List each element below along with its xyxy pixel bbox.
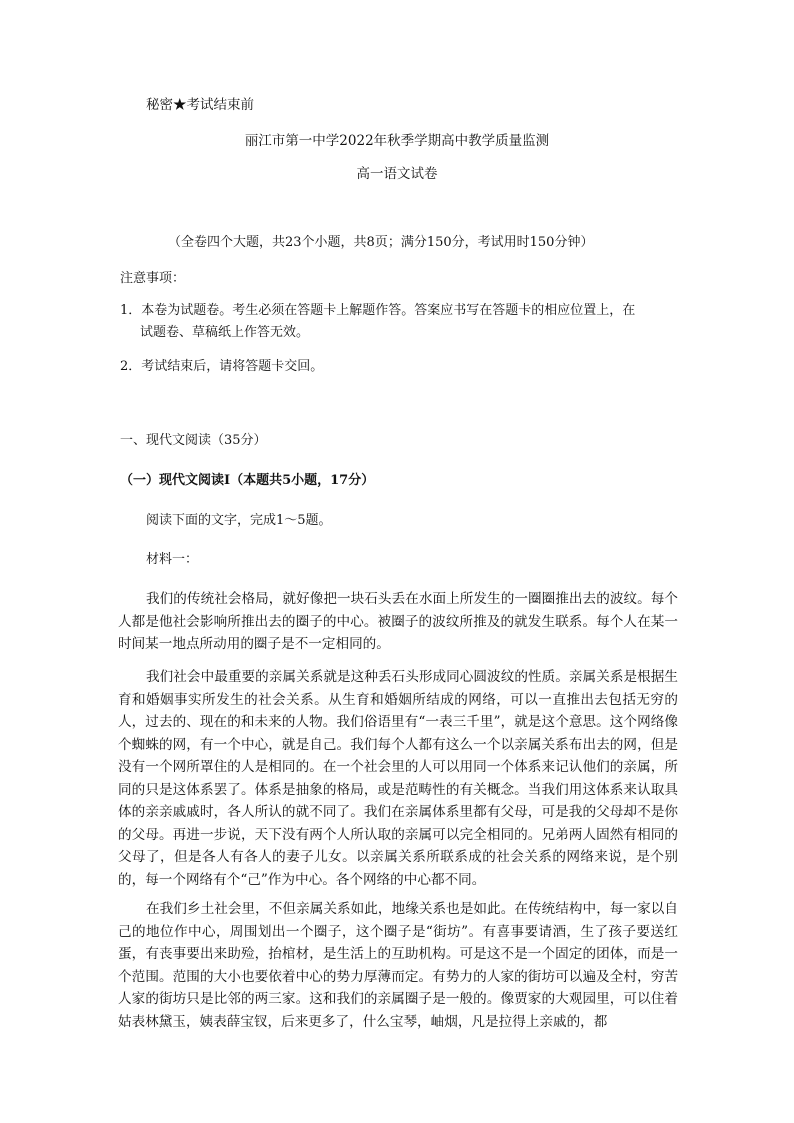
subsection-heading: （一）现代文阅读Ⅰ（本题共5小题，17分） (120, 473, 375, 488)
exam-info: （全卷四个大题，共23个小题，共8页；满分150分，考试用时150分钟） (168, 235, 594, 250)
passage-paragraph-3: 在我们乡土社会里，不但亲属关系如此，地缘关系也是如此。在传统结构中，每一家以自己的地位作中心，周围划出一个圈子，这个圈子是“街坊”。有喜事要请酒，生了孩子要送红蛋，有丧事要出来助殓，抬棺材，是生活上的互助机构。可是这不是一个固定的团体，而是一个范围。范围的大小也要依着中心的势力厚薄而定。有势力的人家的街坊可以遍及全村，穷苦人家的街坊只是比邻的两三家。这和我们的亲属圈子是一般的。像贾家的大观园里，可以住着姑表林黛玉，姨表薛宝钗，后来更多了，什么宝琴，岫烟，凡是拉得上亲戚的，都 (118, 901, 678, 1030)
notice-item-2: 2．考试结束后，请将答题卡交回。 (120, 359, 324, 374)
notice-item-1-continued: 试题卷、草稿纸上作答无效。 (140, 325, 310, 340)
passage-paragraph-2: 我们社会中最重要的亲属关系就是这种丢石头形成同心圆波纹的性质。亲属关系是根据生育和婚姻事实所发生的社会关系。从生育和婚姻所结成的网络，可以一直推出去包括无穷的人，过去的、现在的和未来的人物。我们俗语里有“一表三千里”，就是这个意思。这个网络像个蜘蛛的网，有一个中心，就是自己。我们每个人都有这么一个以亲属关系布出去的网，但是没有一个网所罩住的人是相同的。在一个社会里的人可以用同一个体系来记认他们的亲属，所同的只是这体系罢了。体系是抽象的格局，或是范畴性的有关概念。当我们用这体系来认取具体的亲亲戚戚时，各人所认的就不同了。我们在亲属体系里都有父母，可是我的父母却不是你的父母。再进一步说，天下没有两个人所认取的亲属可以完全相同的。兄弟两人固然有相同的父母了，但是各人有各人的妻子儿女。以亲属关系所联系成的社会关系的网络来说，是个别的，每一个网络有个“己”作为中心。各个网络的中心都不同。 (118, 669, 678, 888)
notice-heading: 注意事项： (120, 271, 186, 286)
confidential-label: 秘密★考试结束前 (146, 97, 254, 113)
section-heading: 一、现代文阅读（35分） (120, 433, 267, 448)
paper-title: 高一语文试卷 (356, 166, 438, 182)
material-label: 材料一： (146, 552, 199, 567)
reading-instruction: 阅读下面的文字，完成1～5题。 (146, 513, 332, 528)
notice-item-1: 1．本卷为试题卷。考生必须在答题卡上解题作答。答案应书写在答题卡的相应位置上，在 (120, 303, 636, 318)
passage-paragraph-1: 我们的传统社会格局，就好像把一块石头丢在水面上所发生的一圈圈推出去的波纹。每个人都是他社会影响所推出去的圈子的中心。被圈子的波纹所推及的就发生联系。每个人在某一时间某一地点所动用的圈子是不一定相同的。 (118, 591, 678, 652)
school-title: 丽江市第一中学2022年秋季学期高中教学质量监测 (244, 133, 550, 149)
